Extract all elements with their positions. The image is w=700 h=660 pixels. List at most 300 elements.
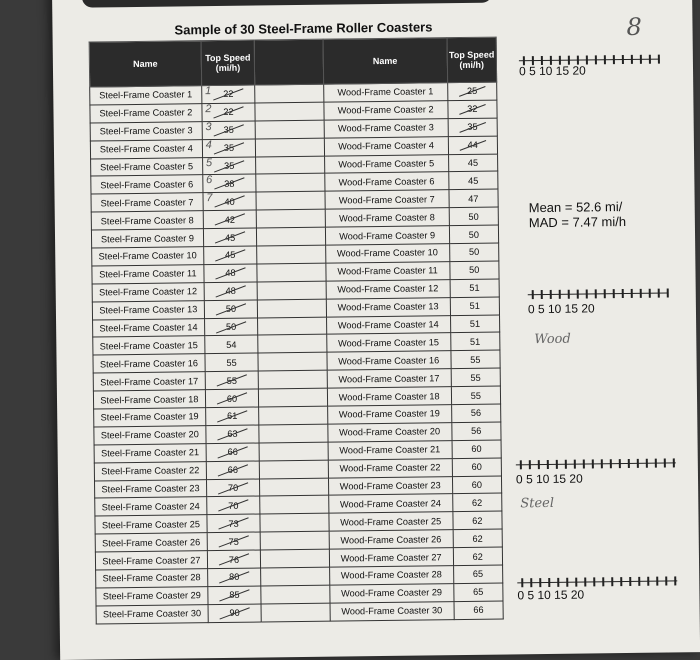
wood-speed-value: 50 [468, 211, 479, 222]
blank-cell [258, 317, 327, 336]
wood-speed-value: 60 [471, 461, 482, 473]
number-line-tick [592, 459, 594, 468]
steel-speed-value: 48 [225, 286, 236, 297]
blank-cell [257, 263, 326, 282]
wood-name-cell: Wood-Frame Coaster 23 [328, 476, 452, 495]
steel-speed-cell [207, 514, 261, 533]
number-line-1-labels: 0 5 10 15 20 [518, 63, 586, 79]
steel-speed-cell [202, 157, 256, 176]
wood-speed-cell [450, 297, 500, 315]
steel-speed-value: 35 [223, 160, 235, 171]
number-line-tick [604, 55, 606, 64]
number-line-tick [637, 459, 639, 468]
steel-name-cell: Steel-Frame Coaster 21 [94, 443, 206, 462]
number-line-tick [649, 55, 651, 64]
wood-name-cell: Wood-Frame Coaster 8 [325, 208, 449, 227]
steel-name-cell: Steel-Frame Coaster 8 [91, 211, 203, 230]
steel-speed-cell [208, 604, 262, 623]
wood-speed-value: 55 [470, 354, 481, 365]
wood-speed-cell [452, 476, 502, 494]
number-line-tick [586, 55, 588, 64]
steel-name-cell: Steel-Frame Coaster 29 [96, 587, 208, 606]
coaster-table [89, 37, 504, 625]
number-line-tick [622, 55, 624, 64]
number-line-tick [638, 577, 640, 586]
blank-cell [259, 388, 328, 407]
handwritten-steel-label: Steel [520, 495, 555, 512]
steel-speed-cell [205, 353, 259, 372]
steel-speed-cell [205, 407, 259, 426]
blank-cell [257, 281, 326, 300]
steel-name-cell: Steel-Frame Coaster 23 [94, 479, 206, 498]
wood-name-cell: Wood-Frame Coaster 10 [325, 244, 449, 263]
blank-cell [261, 567, 330, 586]
number-line-tick [541, 290, 543, 299]
wood-speed-cell [453, 583, 503, 601]
wood-name-cell: Wood-Frame Coaster 1 [323, 83, 447, 102]
number-line-tick [565, 460, 567, 469]
wood-speed-value: 56 [470, 408, 482, 419]
wood-name-cell: Wood-Frame Coaster 16 [327, 351, 451, 370]
number-line-tick [613, 55, 615, 64]
wood-name-cell: Wood-Frame Coaster 27 [329, 548, 453, 567]
col-header-steel-speed: Top Speed (mi/h) [201, 40, 255, 86]
blank-cell [259, 442, 328, 461]
tally-mark: 1 [204, 85, 212, 98]
steel-speed-cell [202, 103, 256, 122]
wood-name-cell: Wood-Frame Coaster 22 [328, 458, 452, 477]
blank-cell [260, 531, 329, 550]
number-line-tick [559, 290, 561, 299]
number-line-tick [674, 576, 676, 585]
wood-speed-cell [453, 529, 503, 547]
wood-speed-value: 25 [466, 86, 478, 97]
steel-speed-value: 73 [228, 518, 239, 529]
steel-speed-cell [205, 335, 259, 354]
steel-name-cell: Steel-Frame Coaster 16 [93, 354, 205, 373]
steel-speed-cell [203, 228, 257, 247]
blank-cell [261, 549, 330, 568]
steel-speed-cell [206, 425, 260, 444]
number-line-tick [575, 578, 577, 587]
steel-speed-value: 35 [223, 142, 235, 154]
wood-speed-cell [448, 118, 498, 136]
wood-speed-value: 50 [468, 229, 480, 240]
number-line-tick [593, 577, 595, 586]
wood-speed-value: 66 [473, 605, 484, 616]
blank-cell [260, 496, 329, 515]
blank-cell [255, 120, 324, 139]
steel-speed-value: 42 [224, 214, 236, 225]
number-line-tick [520, 460, 522, 469]
blank-cell [261, 603, 330, 622]
wood-name-cell: Wood-Frame Coaster 9 [325, 226, 449, 245]
wood-name-cell: Wood-Frame Coaster 19 [327, 405, 451, 424]
number-line-tick [577, 290, 579, 299]
steel-speed-value: 54 [226, 339, 237, 350]
steel-name-cell: Steel-Frame Coaster 11 [92, 265, 204, 284]
steel-speed-cell [204, 264, 258, 283]
number-line-tick [628, 459, 630, 468]
blank-cell [255, 84, 324, 103]
number-line-tick [665, 577, 667, 586]
steel-speed-value: 80 [229, 572, 240, 583]
steel-speed-value: 22 [223, 89, 234, 100]
steel-speed-value: 35 [223, 125, 234, 136]
steel-speed-cell [203, 246, 257, 265]
wood-speed-cell [451, 386, 501, 404]
steel-name-cell: Steel-Frame Coaster 18 [93, 390, 205, 409]
blank-cell [256, 209, 325, 228]
steel-name-cell: Steel-Frame Coaster 28 [96, 569, 208, 588]
number-line-tick [656, 577, 658, 586]
wood-name-cell: Wood-Frame Coaster 5 [324, 154, 448, 173]
steel-speed-cell [206, 479, 260, 498]
tally-mark: 5 [205, 156, 213, 169]
blank-cell [258, 370, 327, 389]
number-line-tick [640, 289, 642, 298]
blank-cell [261, 585, 330, 604]
blank-cell [256, 174, 325, 193]
number-line-tick [655, 459, 657, 468]
wood-speed-value: 45 [467, 175, 479, 186]
number-line-tick [557, 578, 559, 587]
steel-speed-cell [207, 532, 261, 551]
steel-speed-value: 38 [224, 178, 235, 189]
number-line-tick [538, 460, 540, 469]
number-line-tick [547, 460, 549, 469]
tally-mark: 2 [205, 102, 212, 116]
wood-speed-value: 44 [467, 139, 478, 151]
wood-speed-cell [453, 565, 503, 583]
number-line-2-labels: 0 5 10 15 20 [527, 301, 595, 317]
steel-speed-cell [204, 300, 258, 319]
steel-speed-cell [207, 568, 261, 587]
number-line-tick [556, 460, 558, 469]
number-line-tick [640, 55, 642, 64]
number-line-tick [583, 460, 585, 469]
number-line-tick [613, 289, 615, 298]
wood-speed-value: 50 [469, 265, 480, 276]
steel-speed-cell [204, 318, 258, 337]
wood-speed-cell [452, 494, 502, 512]
steel-speed-value: 75 [228, 536, 239, 547]
steel-name-cell: Steel-Frame Coaster 9 [91, 229, 203, 248]
wood-speed-cell [450, 333, 500, 351]
wood-speed-value: 51 [469, 336, 481, 347]
number-line-tick [658, 55, 660, 64]
number-line-tick [548, 578, 550, 587]
steel-name-cell: Steel-Frame Coaster 5 [91, 157, 203, 176]
steel-name-cell: Steel-Frame Coaster 7 [91, 193, 203, 212]
number-line-tick [673, 458, 675, 467]
steel-name-cell: Steel-Frame Coaster 13 [92, 300, 204, 319]
blank-cell [255, 102, 324, 121]
steel-name-cell: Steel-Frame Coaster 22 [94, 461, 206, 480]
steel-name-cell: Steel-Frame Coaster 30 [96, 604, 208, 623]
blank-cell [260, 514, 329, 533]
number-line-tick [619, 459, 621, 468]
steel-speed-cell [202, 139, 256, 158]
steel-name-cell: Steel-Frame Coaster 25 [95, 515, 207, 534]
wood-speed-cell [448, 154, 498, 172]
wood-speed-cell [451, 368, 501, 386]
steel-name-cell: Steel-Frame Coaster 6 [91, 175, 203, 194]
wood-speed-cell [452, 458, 502, 476]
steel-name-cell: Steel-Frame Coaster 27 [95, 551, 207, 570]
wood-name-cell: Wood-Frame Coaster 28 [329, 566, 453, 585]
wood-name-cell: Wood-Frame Coaster 14 [326, 315, 450, 334]
wood-name-cell: Wood-Frame Coaster 21 [328, 440, 452, 459]
wood-name-cell: Wood-Frame Coaster 13 [326, 297, 450, 316]
col-header-blank [254, 39, 323, 85]
wood-speed-cell [447, 82, 497, 100]
number-line-3-labels: 0 5 10 15 20 [515, 471, 583, 487]
steel-speed-cell [205, 371, 259, 390]
wood-speed-cell [450, 279, 500, 297]
steel-name-cell: Steel-Frame Coaster 10 [92, 247, 204, 266]
wood-speed-value: 35 [467, 122, 478, 133]
col-header-wood-name: Name [323, 38, 447, 85]
wood-speed-value: 60 [471, 479, 483, 490]
blank-cell [258, 299, 327, 318]
steel-speed-value: 45 [225, 250, 236, 261]
wood-speed-cell [449, 225, 499, 243]
steel-name-cell: Steel-Frame Coaster 12 [92, 282, 204, 301]
number-line-tick [610, 459, 612, 468]
steel-speed-cell [206, 443, 260, 462]
wood-speed-value: 55 [470, 390, 481, 401]
wood-name-cell: Wood-Frame Coaster 6 [324, 172, 448, 191]
wood-speed-value: 65 [473, 587, 484, 598]
number-line-tick [646, 459, 648, 468]
top-dark-banner [82, 0, 492, 8]
number-line-tick [595, 289, 597, 298]
tally-mark: 6 [206, 174, 213, 187]
number-line-tick [574, 460, 576, 469]
steel-speed-value: 45 [224, 232, 236, 243]
wood-name-cell: Wood-Frame Coaster 30 [330, 601, 454, 620]
wood-speed-cell [451, 404, 501, 422]
number-line-tick [631, 289, 633, 298]
wood-speed-cell [448, 136, 498, 154]
wood-speed-cell [451, 422, 501, 440]
steel-speed-cell [201, 85, 255, 104]
number-line-tick [611, 577, 613, 586]
wood-name-cell: Wood-Frame Coaster 4 [324, 136, 448, 155]
wood-speed-value: 62 [472, 515, 483, 526]
blank-cell [257, 227, 326, 246]
steel-speed-value: 76 [228, 554, 240, 565]
steel-speed-value: 70 [228, 500, 239, 511]
steel-name-cell: Steel-Frame Coaster 24 [95, 497, 207, 516]
steel-speed-cell [203, 174, 257, 193]
wood-speed-value: 47 [468, 193, 479, 204]
wood-speed-value: 51 [469, 318, 481, 329]
handwritten-number: 8 [626, 12, 642, 41]
blank-cell [256, 156, 325, 175]
worksheet-page [52, 0, 700, 660]
wood-speed-value: 45 [467, 157, 479, 168]
wood-speed-cell [453, 511, 503, 529]
steel-name-cell: Steel-Frame Coaster 3 [90, 121, 202, 140]
handwritten-wood-label: Wood [534, 331, 571, 348]
steel-speed-cell [207, 550, 261, 569]
steel-name-cell: Steel-Frame Coaster 26 [95, 533, 207, 552]
steel-speed-value: 66 [227, 447, 238, 458]
number-line-tick [629, 577, 631, 586]
col-header-wood-speed: Top Speed (mi/h) [447, 37, 497, 83]
blank-cell [259, 406, 328, 425]
number-line-4-labels: 0 5 10 15 20 [517, 587, 585, 603]
blank-cell [260, 478, 329, 497]
number-line-tick [539, 578, 541, 587]
wood-speed-value: 62 [471, 497, 483, 508]
number-line-tick [667, 288, 669, 297]
blank-cell [256, 138, 325, 157]
steel-speed-value: 85 [229, 590, 240, 601]
steel-speed-cell [206, 461, 260, 480]
table-row [96, 601, 503, 624]
steel-speed-value: 63 [227, 429, 238, 440]
wood-name-cell: Wood-Frame Coaster 18 [327, 387, 451, 406]
steel-speed-value: 55 [226, 357, 237, 368]
steel-speed-value: 66 [227, 464, 239, 476]
steel-speed-cell [202, 121, 256, 140]
steel-speed-cell [207, 496, 261, 515]
steel-speed-cell [204, 282, 258, 301]
number-line-tick [550, 290, 552, 299]
steel-speed-value: 22 [223, 107, 234, 118]
blank-cell [259, 424, 328, 443]
wood-name-cell: Wood-Frame Coaster 7 [325, 190, 449, 209]
number-line-tick [649, 289, 651, 298]
wood-speed-value: 65 [472, 569, 484, 580]
number-line-tick [664, 459, 666, 468]
steel-name-cell: Steel-Frame Coaster 1 [90, 86, 202, 105]
wood-name-cell: Wood-Frame Coaster 24 [328, 494, 452, 513]
wood-speed-cell [448, 172, 498, 190]
wood-speed-value: 62 [472, 533, 483, 544]
number-line-tick [529, 460, 531, 469]
number-line-tick [658, 289, 660, 298]
wood-name-cell: Wood-Frame Coaster 11 [326, 262, 450, 281]
number-line-tick [620, 577, 622, 586]
wood-speed-cell [453, 547, 503, 565]
number-line-3 [516, 456, 676, 472]
number-line-tick [532, 290, 534, 299]
blank-cell [259, 460, 328, 479]
wood-speed-cell [450, 315, 500, 333]
steel-name-cell: Steel-Frame Coaster 15 [93, 336, 205, 355]
wood-speed-value: 51 [469, 300, 480, 312]
wood-speed-value: 56 [471, 426, 482, 437]
wood-speed-cell [449, 207, 499, 225]
tally-mark: 7 [206, 192, 213, 205]
col-header-steel-name: Name [89, 41, 201, 87]
steel-name-cell: Steel-Frame Coaster 4 [90, 139, 202, 158]
wood-name-cell: Wood-Frame Coaster 25 [329, 512, 453, 531]
steel-speed-value: 60 [226, 393, 238, 404]
wood-speed-value: 50 [468, 247, 480, 258]
number-line-tick [601, 459, 603, 468]
table-title: Sample of 30 Steel-Frame Roller Coasters [174, 19, 433, 38]
mad-wood-label: MAD = 7.47 mi/h [528, 214, 627, 231]
mean-wood-label: Mean = 52.6 mi/ [528, 199, 623, 216]
steel-speed-value: 61 [227, 411, 238, 422]
steel-name-cell: Steel-Frame Coaster 14 [93, 318, 205, 337]
wood-speed-value: 60 [471, 444, 482, 455]
wood-name-cell: Wood-Frame Coaster 20 [328, 423, 452, 442]
wood-speed-value: 62 [472, 551, 483, 562]
number-line-tick [530, 578, 532, 587]
steel-speed-value: 70 [227, 482, 239, 493]
steel-speed-value: 90 [229, 608, 240, 619]
wood-name-cell: Wood-Frame Coaster 26 [329, 530, 453, 549]
steel-speed-cell [208, 586, 262, 605]
blank-cell [257, 245, 326, 264]
wood-name-cell: Wood-Frame Coaster 15 [326, 333, 450, 352]
steel-name-cell: Steel-Frame Coaster 17 [93, 372, 205, 391]
number-line-tick [568, 290, 570, 299]
steel-speed-value: 55 [226, 375, 237, 386]
number-line-tick [631, 55, 633, 64]
number-line-tick [521, 578, 523, 587]
number-line-tick [566, 578, 568, 587]
steel-speed-value: 50 [225, 303, 237, 315]
wood-speed-value: 55 [470, 372, 481, 383]
number-line-tick [602, 577, 604, 586]
number-line-tick [647, 577, 649, 586]
wood-speed-value: 32 [467, 104, 478, 115]
steel-speed-cell [203, 210, 257, 229]
table-header-row [89, 37, 497, 87]
wood-name-cell: Wood-Frame Coaster 12 [326, 279, 450, 298]
wood-speed-cell [449, 189, 499, 207]
steel-name-cell: Steel-Frame Coaster 2 [90, 104, 202, 123]
number-line-tick [604, 289, 606, 298]
tally-mark: 4 [205, 138, 212, 151]
wood-speed-value: 51 [469, 283, 480, 294]
wood-name-cell: Wood-Frame Coaster 2 [324, 101, 448, 120]
table-body [90, 82, 504, 624]
wood-speed-cell [454, 601, 504, 619]
number-line-tick [622, 289, 624, 298]
blank-cell [258, 335, 327, 354]
wood-name-cell: Wood-Frame Coaster 29 [329, 584, 453, 603]
steel-name-cell: Steel-Frame Coaster 19 [94, 408, 206, 427]
wood-speed-cell [452, 440, 502, 458]
number-line-tick [586, 289, 588, 298]
wood-speed-cell [451, 350, 501, 368]
steel-speed-value: 48 [225, 268, 236, 279]
number-line-tick [595, 55, 597, 64]
blank-cell [258, 353, 327, 372]
steel-speed-value: 40 [224, 196, 235, 207]
steel-speed-cell [205, 389, 259, 408]
blank-cell [256, 192, 325, 211]
wood-speed-cell [449, 261, 499, 279]
steel-speed-value: 50 [225, 321, 237, 332]
wood-stats [529, 199, 627, 230]
number-line-2 [528, 287, 668, 303]
number-line-tick [584, 578, 586, 587]
wood-speed-cell [447, 100, 497, 118]
wood-name-cell: Wood-Frame Coaster 3 [324, 118, 448, 137]
steel-speed-cell [203, 192, 257, 211]
wood-speed-cell [449, 243, 499, 261]
tally-mark: 3 [205, 120, 212, 133]
